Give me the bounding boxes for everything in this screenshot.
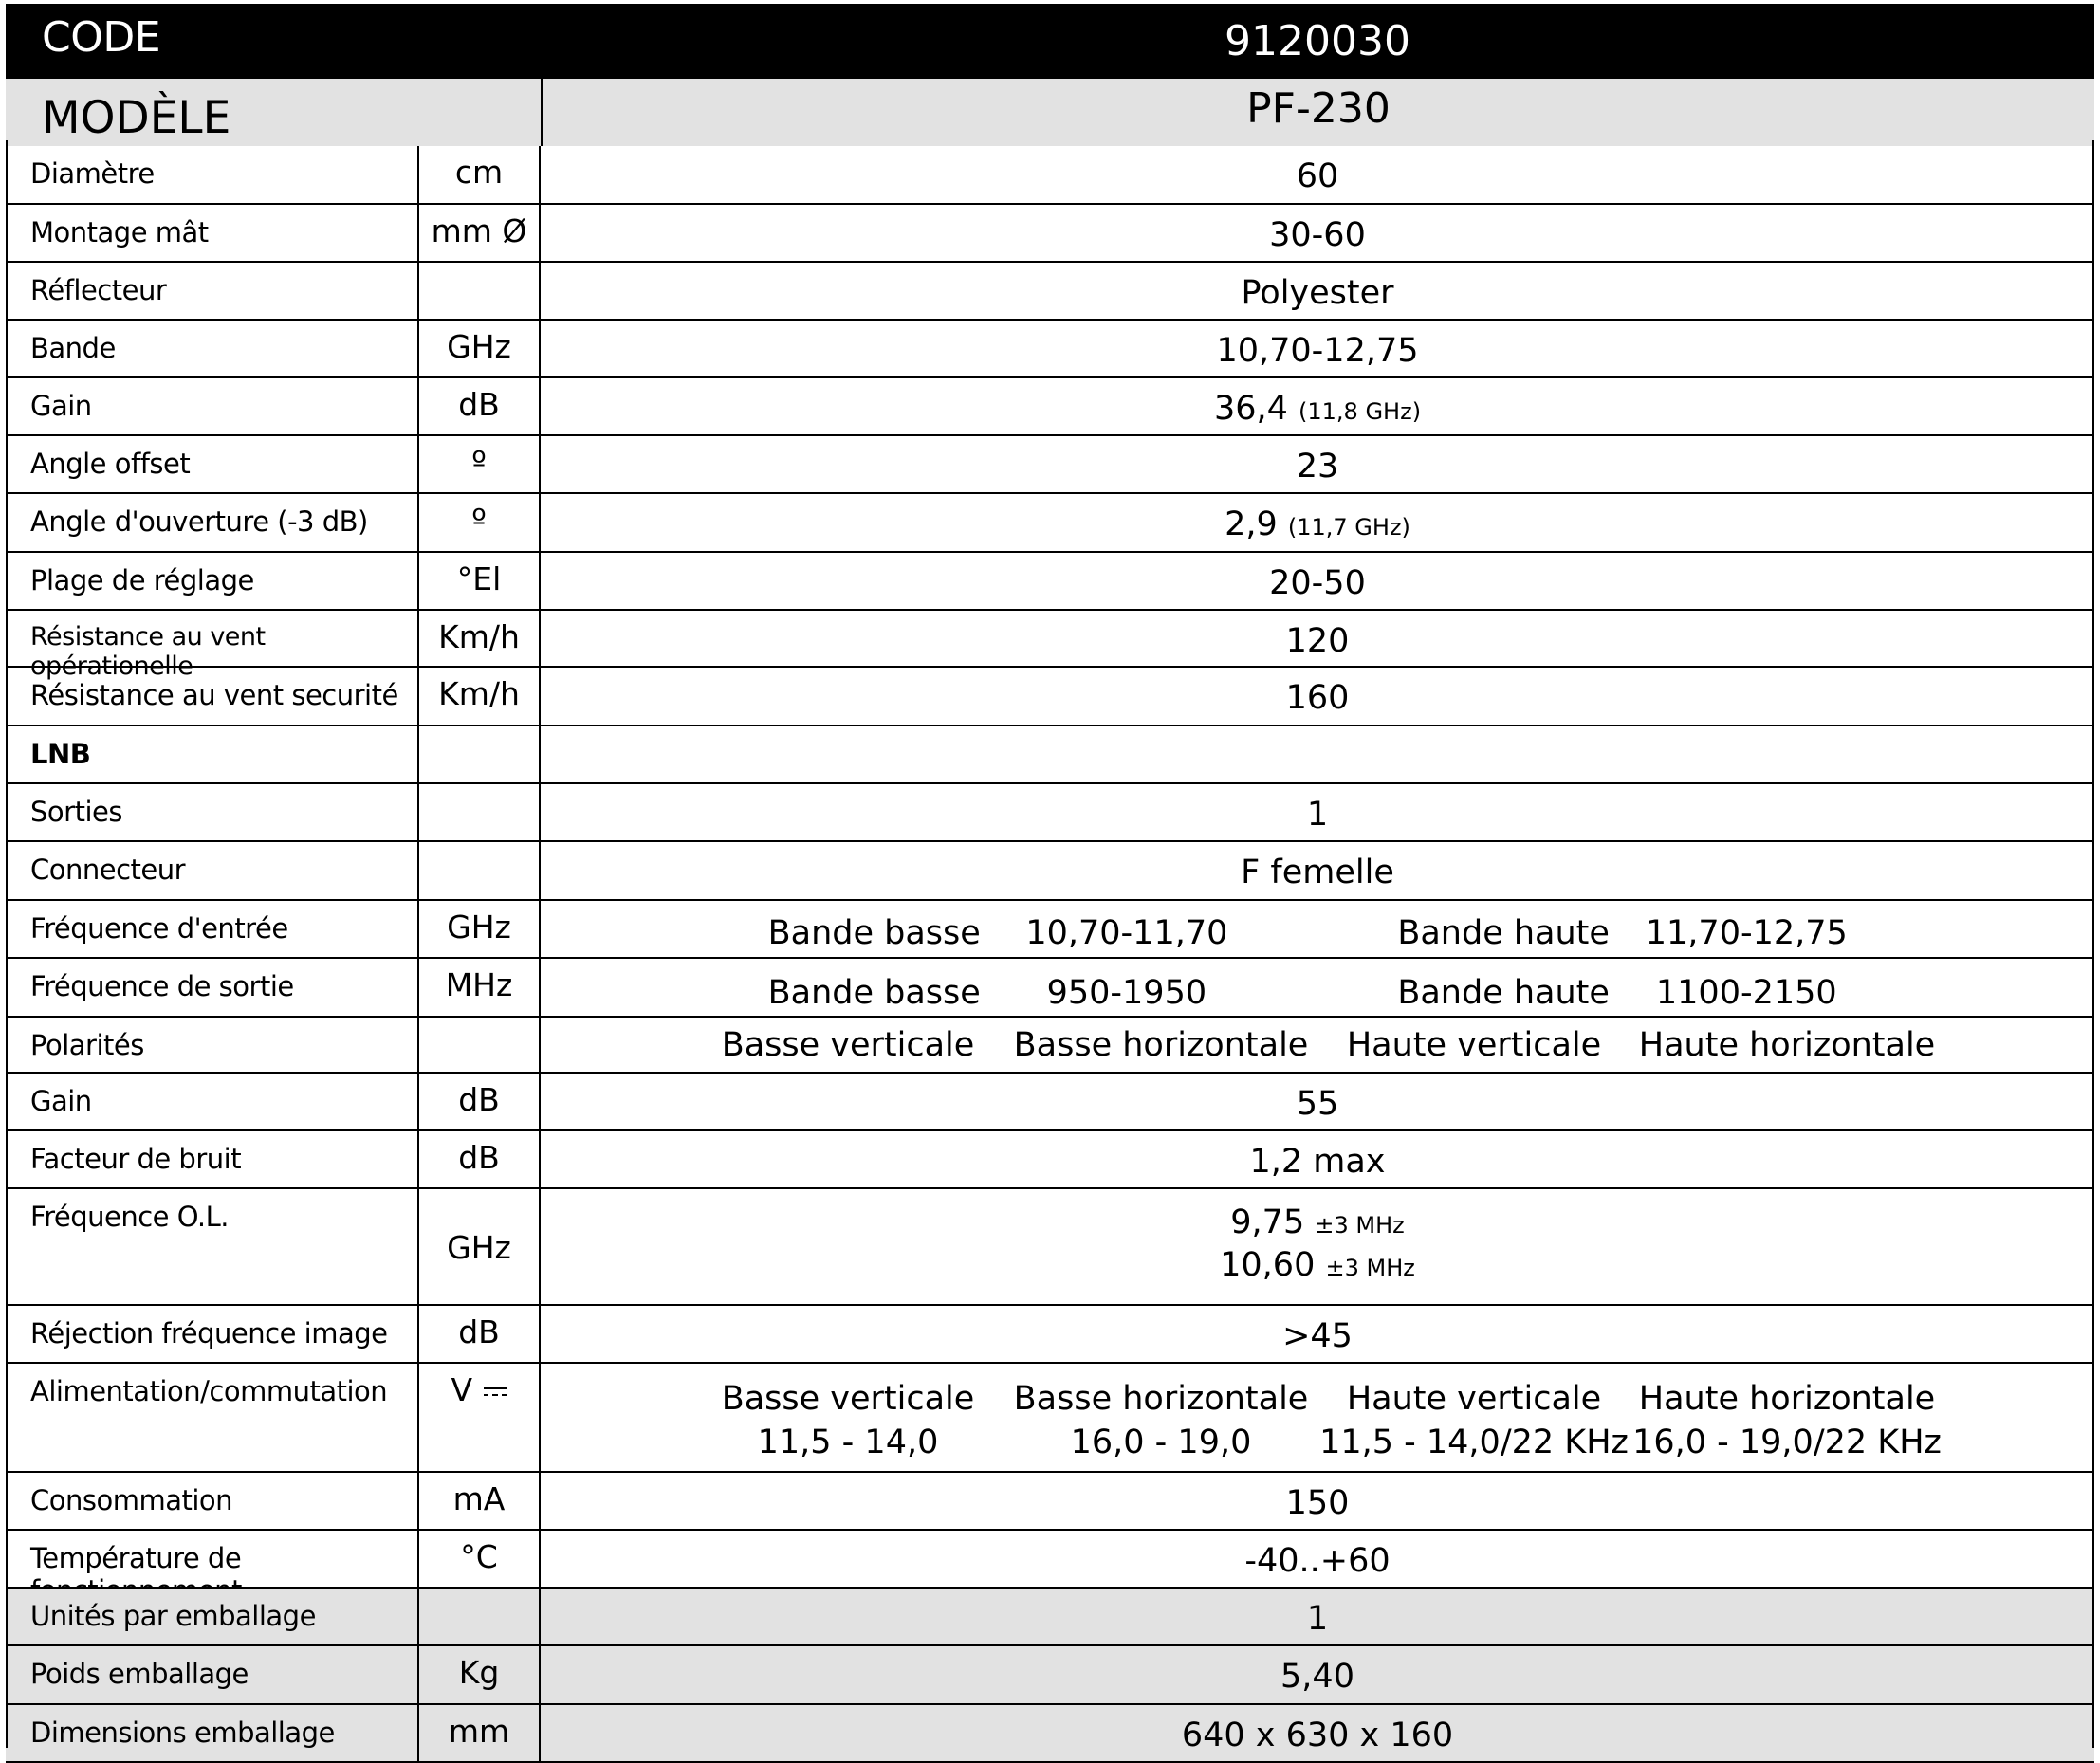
row-unit: dB xyxy=(417,1306,541,1362)
band-values xyxy=(541,901,2094,957)
code-value: 9120030 xyxy=(1225,17,1410,65)
lo-tolerance-1: ±3 MHz xyxy=(1315,1212,1405,1239)
row-value: 5,40 xyxy=(1280,1658,1354,1696)
row-value-group xyxy=(541,494,2094,551)
row-unit: cm xyxy=(417,146,541,203)
row-label: Alimentation/commutation xyxy=(30,1375,388,1407)
spec-row-angle-ouverture xyxy=(6,494,2094,553)
row-unit: GHz xyxy=(417,1189,541,1304)
section-label: LNB xyxy=(30,738,91,770)
row-unit: mm xyxy=(417,1705,541,1761)
row-value: 160 xyxy=(1285,679,1350,717)
row-value: 120 xyxy=(1285,622,1350,660)
row-unit: dB xyxy=(417,1074,541,1129)
row-label: Angle offset xyxy=(30,448,191,480)
row-unit: °El xyxy=(417,553,541,609)
low-band-value: 10,70-11,70 xyxy=(1025,914,1228,952)
row-label: Température de xyxy=(30,1542,242,1574)
spec-row-vent-securite xyxy=(6,668,2094,726)
row-label: Consommation xyxy=(30,1484,233,1516)
spec-row-alimentation xyxy=(6,1364,2094,1473)
high-band-label: Bande haute xyxy=(1397,914,1610,952)
row-value: 20-50 xyxy=(1269,564,1366,602)
code-row xyxy=(6,4,2094,79)
spec-row-temperature xyxy=(6,1531,2094,1589)
voltage-1: 11,5 - 14,0 xyxy=(757,1423,939,1461)
row-value: 1 xyxy=(1306,796,1329,834)
row-value: 640 x 630 x 160 xyxy=(1181,1717,1454,1754)
row-label: Fréquence O.L. xyxy=(30,1201,229,1233)
row-value: 2,9 xyxy=(1225,505,1278,543)
voltage-4: 16,0 - 19,0/22 KHz xyxy=(1632,1423,1942,1461)
row-value: 1,2 max xyxy=(1249,1143,1386,1181)
voltage-3: 11,5 - 14,0/22 KHz xyxy=(1319,1423,1629,1461)
row-unit xyxy=(417,784,541,840)
row-value-group xyxy=(541,378,2094,434)
lo-value-1: 9,75 xyxy=(1230,1203,1305,1241)
spec-row-freq-sortie xyxy=(6,959,2094,1018)
polarity-1: Basse verticale xyxy=(721,1026,975,1064)
high-band-label: Bande haute xyxy=(1397,974,1610,1012)
polarity-1: Basse verticale xyxy=(721,1380,975,1418)
row-label: Dimensions emballage xyxy=(30,1717,335,1749)
row-unit xyxy=(417,842,541,899)
spec-row-gain-lnb xyxy=(6,1074,2094,1131)
row-unit: º xyxy=(417,494,541,551)
row-unit: mm Ø xyxy=(417,205,541,261)
row-unit: Kg xyxy=(417,1646,541,1703)
lo-values xyxy=(541,1189,2094,1304)
row-label: Fréquence de sortie xyxy=(30,970,294,1002)
row-label: Fréquence d'entrée xyxy=(30,912,288,945)
spec-row-gain xyxy=(6,378,2094,436)
row-value: F femelle xyxy=(1241,854,1394,891)
row-unit xyxy=(417,1018,541,1072)
spec-row-montage xyxy=(6,205,2094,263)
spec-row-bruit xyxy=(6,1131,2094,1189)
row-value-note: (11,8 GHz) xyxy=(1299,398,1422,425)
spec-row-sorties xyxy=(6,784,2094,842)
row-label: Polarités xyxy=(30,1029,144,1061)
row-value: 23 xyxy=(1296,448,1339,486)
model-label: MODÈLE xyxy=(42,92,231,144)
row-value: Polyester xyxy=(1241,274,1394,312)
row-label: Connecteur xyxy=(30,854,186,886)
row-value: 55 xyxy=(1296,1085,1339,1123)
spec-row-freq-entree xyxy=(6,901,2094,959)
high-band-value: 1100-2150 xyxy=(1655,974,1837,1012)
spec-row-diametre xyxy=(6,146,2094,205)
voltage-2: 16,0 - 19,0 xyxy=(1070,1423,1252,1461)
row-label: Gain xyxy=(30,1085,92,1117)
spec-row-poids xyxy=(6,1646,2094,1705)
spec-row-polarites xyxy=(6,1018,2094,1074)
spec-sheet xyxy=(6,4,2094,1763)
row-value: 1 xyxy=(1306,1600,1329,1638)
row-value: 60 xyxy=(1296,157,1339,195)
low-band-label: Bande basse xyxy=(767,974,981,1012)
polarity-3: Haute verticale xyxy=(1346,1380,1602,1418)
row-unit: MHz xyxy=(417,959,541,1016)
row-label: Réflecteur xyxy=(30,274,167,306)
polarity-3: Haute verticale xyxy=(1346,1026,1602,1064)
code-label: CODE xyxy=(42,13,161,62)
row-label: Réjection fréquence image xyxy=(30,1317,388,1350)
row-value: 10,70-12,75 xyxy=(1216,332,1419,370)
low-band-value: 950-1950 xyxy=(1046,974,1207,1012)
spec-row-plage xyxy=(6,553,2094,611)
spec-row-unites xyxy=(6,1589,2094,1646)
band-values xyxy=(541,959,2094,1016)
section-row-lnb xyxy=(6,726,2094,784)
row-unit: dB xyxy=(417,378,541,434)
row-unit: °C xyxy=(417,1531,541,1587)
polarity-values xyxy=(541,1018,2094,1072)
row-unit: GHz xyxy=(417,901,541,957)
low-band-label: Bande basse xyxy=(767,914,981,952)
row-value xyxy=(541,726,2094,782)
row-value: 30-60 xyxy=(1269,216,1366,254)
row-label: Bande xyxy=(30,332,116,364)
row-label: Diamètre xyxy=(30,157,155,190)
row-unit: V xyxy=(451,1371,473,1408)
row-label: Résistance au vent securité xyxy=(30,679,398,711)
polarity-4: Haute horizontale xyxy=(1638,1026,1936,1064)
row-unit xyxy=(417,726,541,782)
supply-values xyxy=(541,1364,2094,1471)
row-value-note: (11,7 GHz) xyxy=(1287,514,1410,541)
polarity-2: Basse horizontale xyxy=(1013,1026,1309,1064)
high-band-value: 11,70-12,75 xyxy=(1645,914,1848,952)
row-unit: GHz xyxy=(417,321,541,376)
row-unit xyxy=(417,1589,541,1644)
spec-row-connecteur xyxy=(6,842,2094,901)
row-label: Poids emballage xyxy=(30,1658,249,1690)
row-unit xyxy=(417,263,541,319)
row-value: 150 xyxy=(1285,1484,1350,1522)
lo-tolerance-2: ±3 MHz xyxy=(1325,1255,1415,1281)
row-label: Unités par emballage xyxy=(30,1600,316,1632)
spec-row-vent-operationnel xyxy=(6,611,2094,681)
row-label: Sorties xyxy=(30,796,122,828)
dc-current-icon xyxy=(483,1371,507,1408)
row-unit: º xyxy=(417,436,541,492)
row-unit-group xyxy=(417,1364,541,1471)
polarity-4: Haute horizontale xyxy=(1638,1380,1936,1418)
row-label: Angle d'ouverture (-3 dB) xyxy=(30,505,368,538)
row-unit: Km/h xyxy=(417,668,541,725)
spec-row-dimensions xyxy=(6,1705,2094,1763)
row-unit: mA xyxy=(417,1473,541,1529)
spec-row-angle-offset xyxy=(6,436,2094,494)
spec-row-bande xyxy=(6,321,2094,378)
model-row xyxy=(6,79,2094,146)
row-label: Facteur de bruit xyxy=(30,1143,242,1175)
row-label: Plage de réglage xyxy=(30,564,254,597)
spec-row-rejection xyxy=(6,1306,2094,1364)
row-value: 36,4 xyxy=(1213,390,1288,428)
model-value: PF-230 xyxy=(541,79,2094,146)
polarity-2: Basse horizontale xyxy=(1013,1380,1309,1418)
row-value: -40..+60 xyxy=(1244,1542,1391,1580)
row-unit: Km/h xyxy=(417,611,541,666)
lo-value-2: 10,60 xyxy=(1220,1246,1316,1284)
spec-row-consommation xyxy=(6,1473,2094,1531)
row-label: Résistance au vent opérationelle xyxy=(30,622,266,681)
row-label: Montage mât xyxy=(30,216,209,248)
row-value: >45 xyxy=(1282,1317,1353,1355)
spec-row-freq-ol xyxy=(6,1189,2094,1306)
spec-row-reflecteur xyxy=(6,263,2094,321)
row-label: Gain xyxy=(30,390,92,422)
row-unit: dB xyxy=(417,1131,541,1187)
